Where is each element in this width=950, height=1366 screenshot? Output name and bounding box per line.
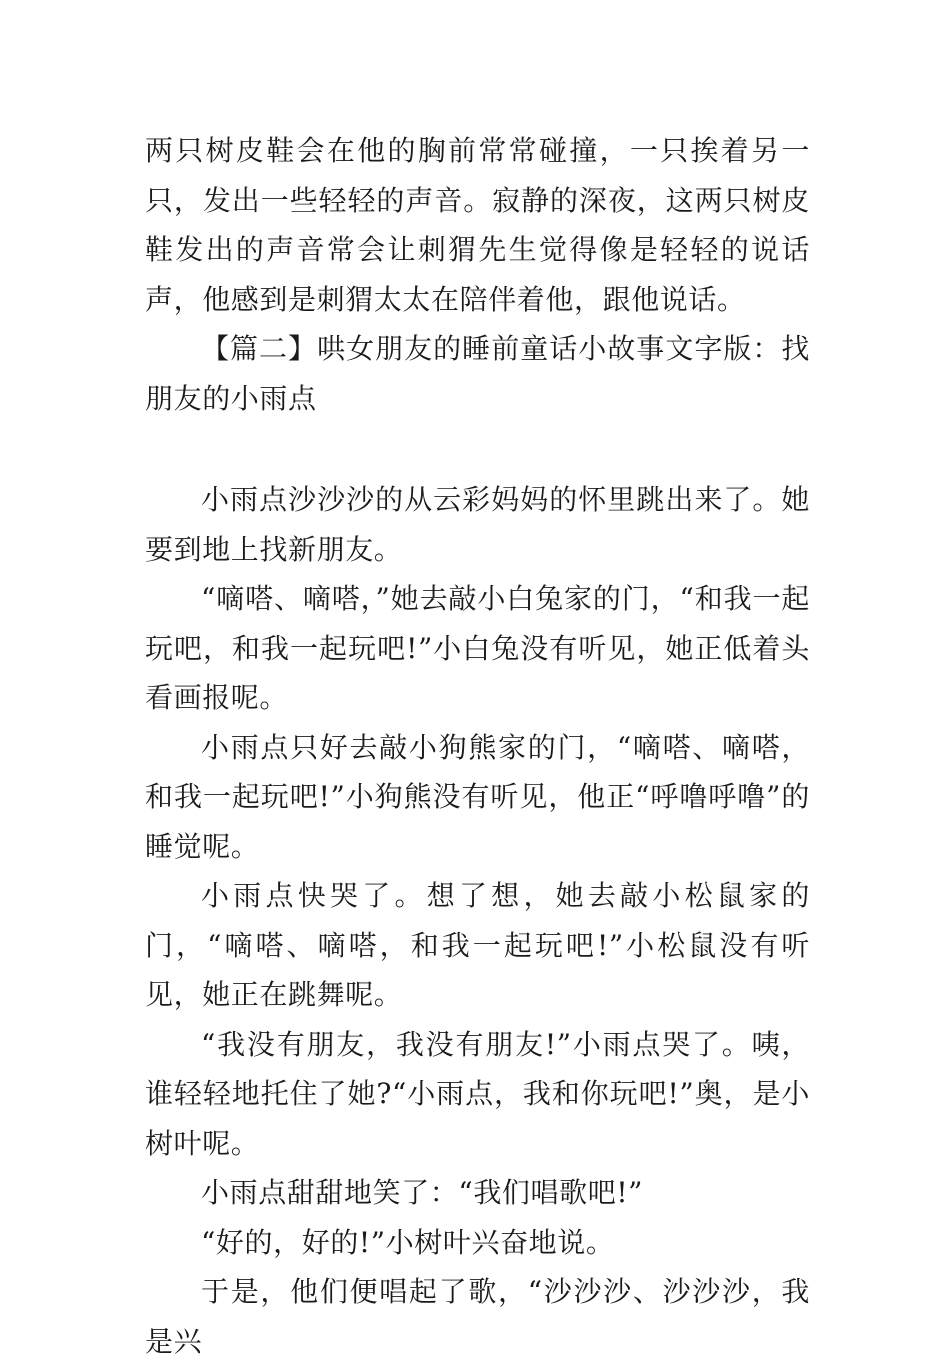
story-paragraph: “我没有朋友，我没有朋友!”小雨点哭了。咦，谁轻轻地托住了她?“小雨点，我和你玩吧!”奥，是小树叶呢。 [145,1027,810,1160]
document-body [145,126,810,1366]
story-paragraph: 于是，他们便唱起了歌，“沙沙沙、沙沙沙，我是兴 [145,1275,810,1358]
story-paragraph: 小雨点快哭了。想了想，她去敲小松鼠家的门，“嘀嗒、嘀嗒，和我一起玩吧!”小松鼠没有听见，她正在跳舞呢。 [145,879,810,1011]
story-paragraph: “嘀嗒、嘀嗒，”她去敲小白兔家的门，“和我一起玩吧，和我一起玩吧!”小白兔没有听见，她正低着头看画报呢。 [145,582,810,714]
story-paragraph: 小雨点沙沙沙的从云彩妈妈的怀里跳出来了。她要到地上找新朋友。 [145,483,810,566]
section-heading: 【篇二】哄女朋友的睡前童话小故事文字版：找朋友的小雨点 [145,332,810,415]
blank-spacer [145,423,810,475]
story-paragraph: 小雨点只好去敲小狗熊家的门，“嘀嗒、嘀嗒，和我一起玩吧!”小狗熊没有听见，他正“呼噜呼噜”的睡觉呢。 [145,730,810,863]
story-paragraph: “好的，好的!”小树叶兴奋地说。 [201,1225,615,1259]
paragraph-hedgehog-ending: 两只树皮鞋会在他的胸前常常碰撞，一只挨着另一只，发出一些轻轻的声音。寂静的深夜，这两只树皮鞋发出的声音常会让刺猬先生觉得像是轻轻的说话声，他感到是刺猬太太在陪伴着他，跟他说话。 [145,134,810,316]
story-paragraph: 小雨点甜甜地笑了：“我们唱歌吧!” [201,1176,644,1209]
